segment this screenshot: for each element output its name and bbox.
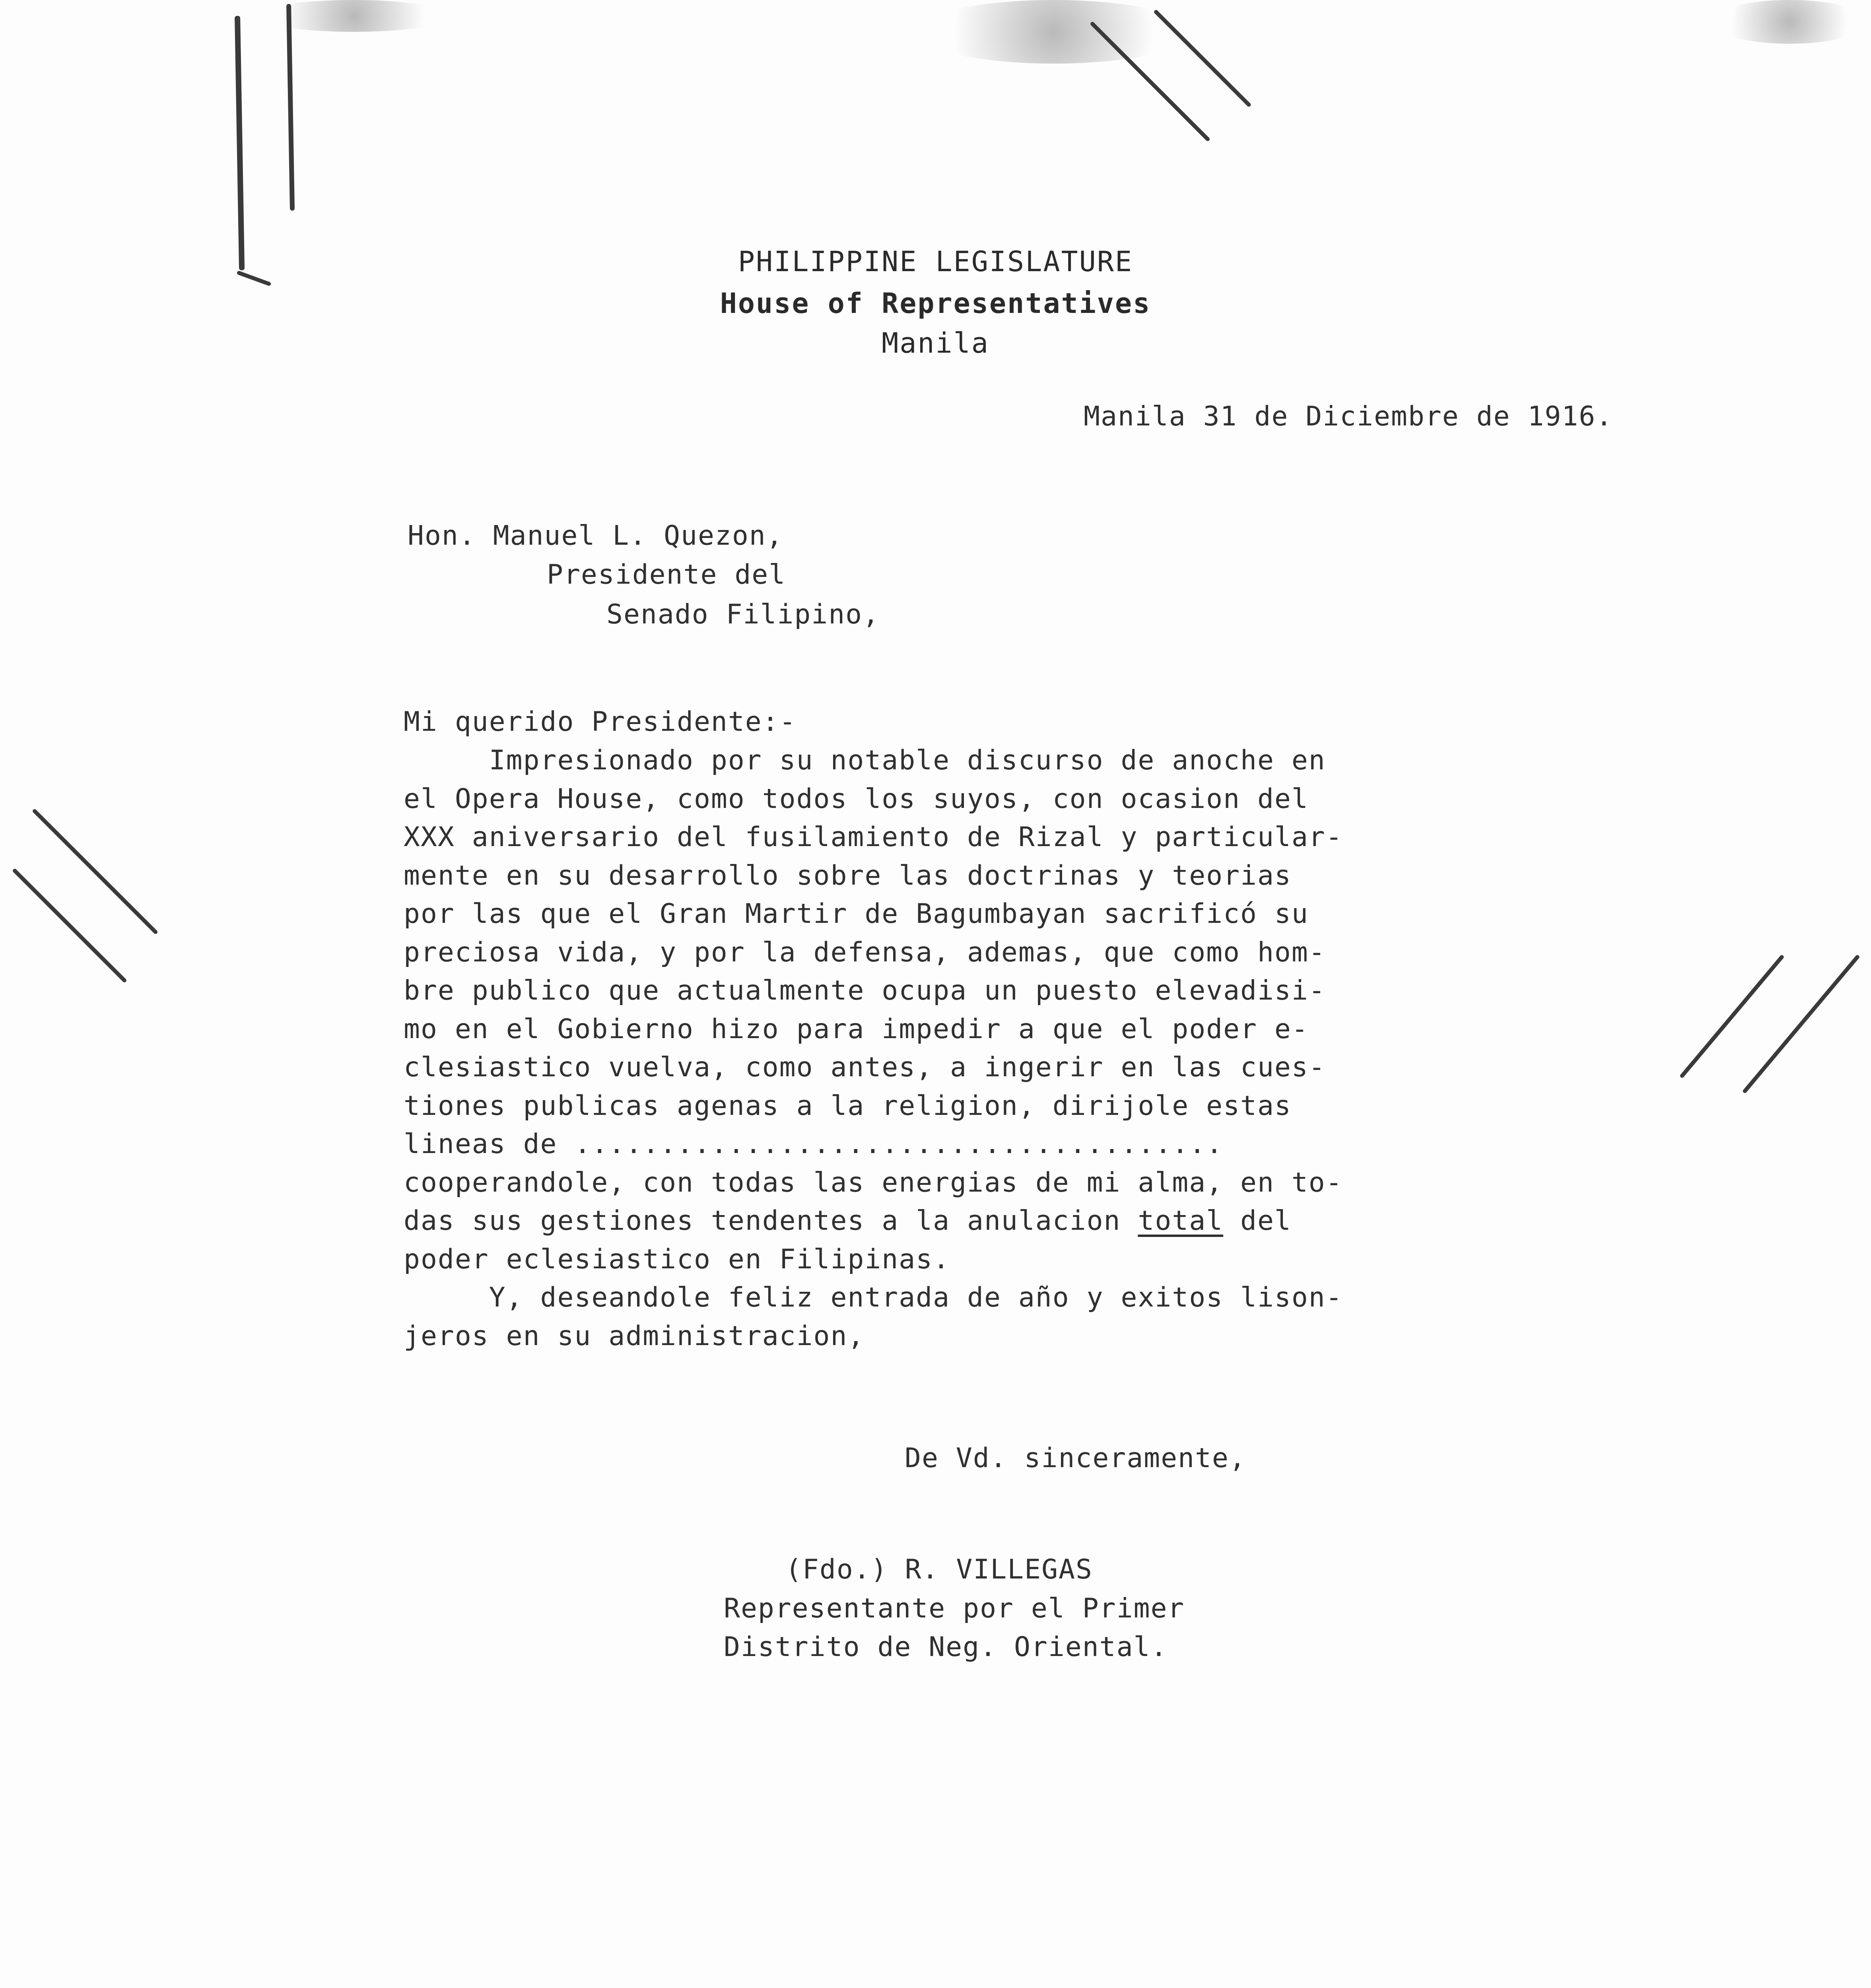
- body-line: el Opera House, como todos los suyos, con ocasion del: [404, 783, 1309, 815]
- body-line: preciosa vida, y por la defensa, ademas, que como hom-: [404, 936, 1326, 968]
- scan-smudge: [915, 0, 1193, 64]
- body-line: por las que el Gran Martir de Bagumbayan sacrificó su: [404, 898, 1309, 930]
- scan-mark: [286, 4, 295, 211]
- scan-mark: [235, 16, 245, 270]
- letterhead-line-3: Manila: [882, 327, 989, 359]
- body-line: jeros en su administracion,: [404, 1320, 865, 1352]
- body-line: Y, deseandole feliz entrada de año y exitos lison-: [404, 1282, 1343, 1313]
- letter-body: [404, 742, 1343, 1355]
- signature-line-1: (Fdo.) R. VILLEGAS: [785, 1554, 1093, 1585]
- scan-smudge: [255, 0, 453, 32]
- body-line: Impresionado por su notable discurso de anoche en: [404, 745, 1326, 776]
- body-line: bre publico que actualmente ocupa un puesto elevadisi-: [404, 975, 1326, 1006]
- closing: De Vd. sinceramente,: [905, 1442, 1246, 1474]
- body-line: mente en su desarrollo sobre las doctrinas y teorias: [404, 860, 1292, 891]
- addressee-line-1: Hon. Manuel L. Quezon,: [408, 520, 783, 551]
- underlined-word: total: [1138, 1205, 1224, 1237]
- body-line-segment: del: [1223, 1205, 1292, 1237]
- body-line: XXX aniversario del fusilamiento de Rizal y particular-: [404, 821, 1343, 853]
- scan-mark: [32, 808, 158, 935]
- scan-mark: [1742, 954, 1860, 1094]
- body-line-segment: das sus gestiones tendentes a la anulacion: [404, 1205, 1138, 1237]
- body-line: cooperandole, con todas las energias de mi alma, en to-: [404, 1167, 1343, 1198]
- addressee-line-2: Presidente del: [547, 559, 786, 590]
- body-line: lineas de ......................................: [404, 1128, 1224, 1160]
- letter-date: Manila 31 de Diciembre de 1916.: [1084, 401, 1613, 432]
- body-line: tiones publicas agenas a la religion, dirijole estas: [404, 1090, 1292, 1122]
- body-line-with-underline: [404, 1202, 1343, 1241]
- letterhead-line-1: PHILIPPINE LEGISLATURE: [738, 245, 1133, 278]
- scan-smudge: [1710, 0, 1869, 44]
- salutation: Mi querido Presidente:-: [404, 706, 797, 738]
- signature-line-2: Representante por el Primer: [724, 1593, 1185, 1624]
- body-line: clesiastico vuelva, como antes, a ingerir en las cues-: [404, 1052, 1326, 1083]
- body-line: mo en el Gobierno hizo para impedir a que el poder e-: [404, 1013, 1309, 1045]
- signature-line-3: Distrito de Neg. Oriental.: [724, 1631, 1168, 1663]
- addressee-line-3: Senado Filipino,: [606, 599, 880, 630]
- body-line: poder eclesiastico en Filipinas.: [404, 1243, 950, 1275]
- letterhead-line-2: House of Representatives: [720, 287, 1151, 320]
